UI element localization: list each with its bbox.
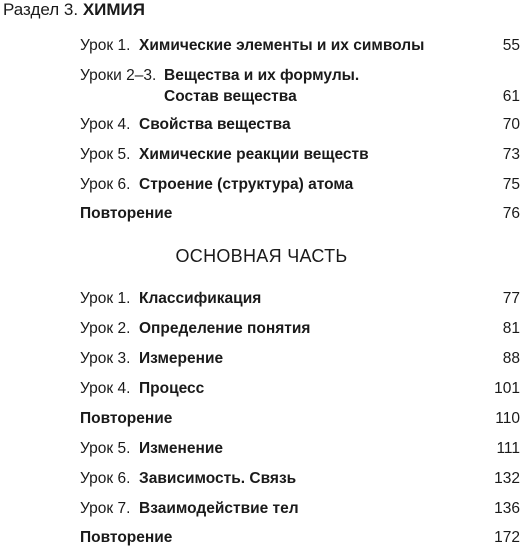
lesson-number: Урок 3. — [80, 350, 131, 367]
section-heading — [3, 0, 145, 20]
page-number: 132 — [494, 470, 520, 487]
lesson-number: Урок 5. — [80, 440, 131, 457]
main-part-heading: ОСНОВНАЯ ЧАСТЬ — [175, 246, 348, 266]
toc-entry-review — [80, 203, 520, 224]
page-number: 73 — [502, 146, 520, 163]
page-number: 81 — [502, 320, 520, 337]
toc-entry — [80, 318, 520, 339]
lesson-number: Урок 4. — [80, 380, 131, 397]
page-number: 172 — [494, 529, 520, 546]
toc-entry — [80, 468, 520, 489]
section-prefix: Раздел 3. — [3, 0, 79, 19]
lesson-number: Урок 5. — [80, 146, 131, 163]
lesson-title: Химические элементы и их символы — [139, 37, 425, 54]
page-number: 55 — [502, 37, 520, 54]
lesson-title: Строение (структура) атома — [139, 176, 354, 193]
lesson-title: Зависимость. Связь — [139, 470, 297, 487]
toc-entry — [80, 498, 520, 519]
page-number: 101 — [494, 380, 520, 397]
lesson-number: Урок 7. — [80, 500, 131, 517]
toc-entry — [80, 174, 520, 195]
toc-entry-review — [80, 527, 520, 548]
lesson-title: Химические реакции веществ — [139, 146, 369, 163]
page-number: 111 — [496, 440, 520, 457]
lesson-title — [164, 65, 359, 107]
page-number: 77 — [502, 290, 520, 307]
lesson-number: Урок 1. — [80, 290, 131, 307]
page-number: 61 — [502, 88, 520, 105]
lesson-title: Измерение — [139, 350, 224, 367]
toc-entry — [80, 348, 520, 369]
lesson-title: Изменение — [139, 440, 224, 457]
lesson-number: Урок 6. — [80, 176, 131, 193]
toc-entry-review — [80, 408, 520, 429]
page-number: 88 — [502, 350, 520, 367]
page-number: 75 — [502, 176, 520, 193]
lesson-title-line-2: Состав вещества — [164, 88, 297, 105]
page-number: 110 — [495, 410, 520, 427]
section-name: ХИМИЯ — [82, 0, 145, 19]
toc-entry — [80, 35, 520, 56]
lesson-number: Уроки 2–3. — [80, 67, 157, 84]
lesson-number: Урок 1. — [80, 37, 131, 54]
review-title: Повторение — [80, 529, 173, 546]
lesson-title: Процесс — [139, 380, 205, 397]
lesson-number: Урок 2. — [80, 320, 131, 337]
lesson-number: Урок 4. — [80, 116, 131, 133]
page-number: 70 — [502, 116, 520, 133]
review-title: Повторение — [80, 205, 173, 222]
toc-entry — [80, 378, 520, 399]
toc-entry — [80, 114, 520, 135]
lesson-title: Определение понятия — [139, 320, 311, 337]
lesson-title: Классификация — [139, 290, 262, 307]
review-title: Повторение — [80, 410, 173, 427]
toc-entry — [80, 144, 520, 165]
lesson-title-line-1: Вещества и их формулы. — [164, 67, 360, 84]
toc-entry — [80, 438, 520, 459]
page-number: 76 — [502, 205, 520, 222]
lesson-title: Взаимодействие тел — [139, 500, 299, 517]
lesson-number: Урок 6. — [80, 470, 131, 487]
page-number: 136 — [494, 500, 520, 517]
toc-entry — [80, 65, 520, 107]
lesson-title: Свойства вещества — [139, 116, 291, 133]
toc-entry — [80, 288, 520, 309]
